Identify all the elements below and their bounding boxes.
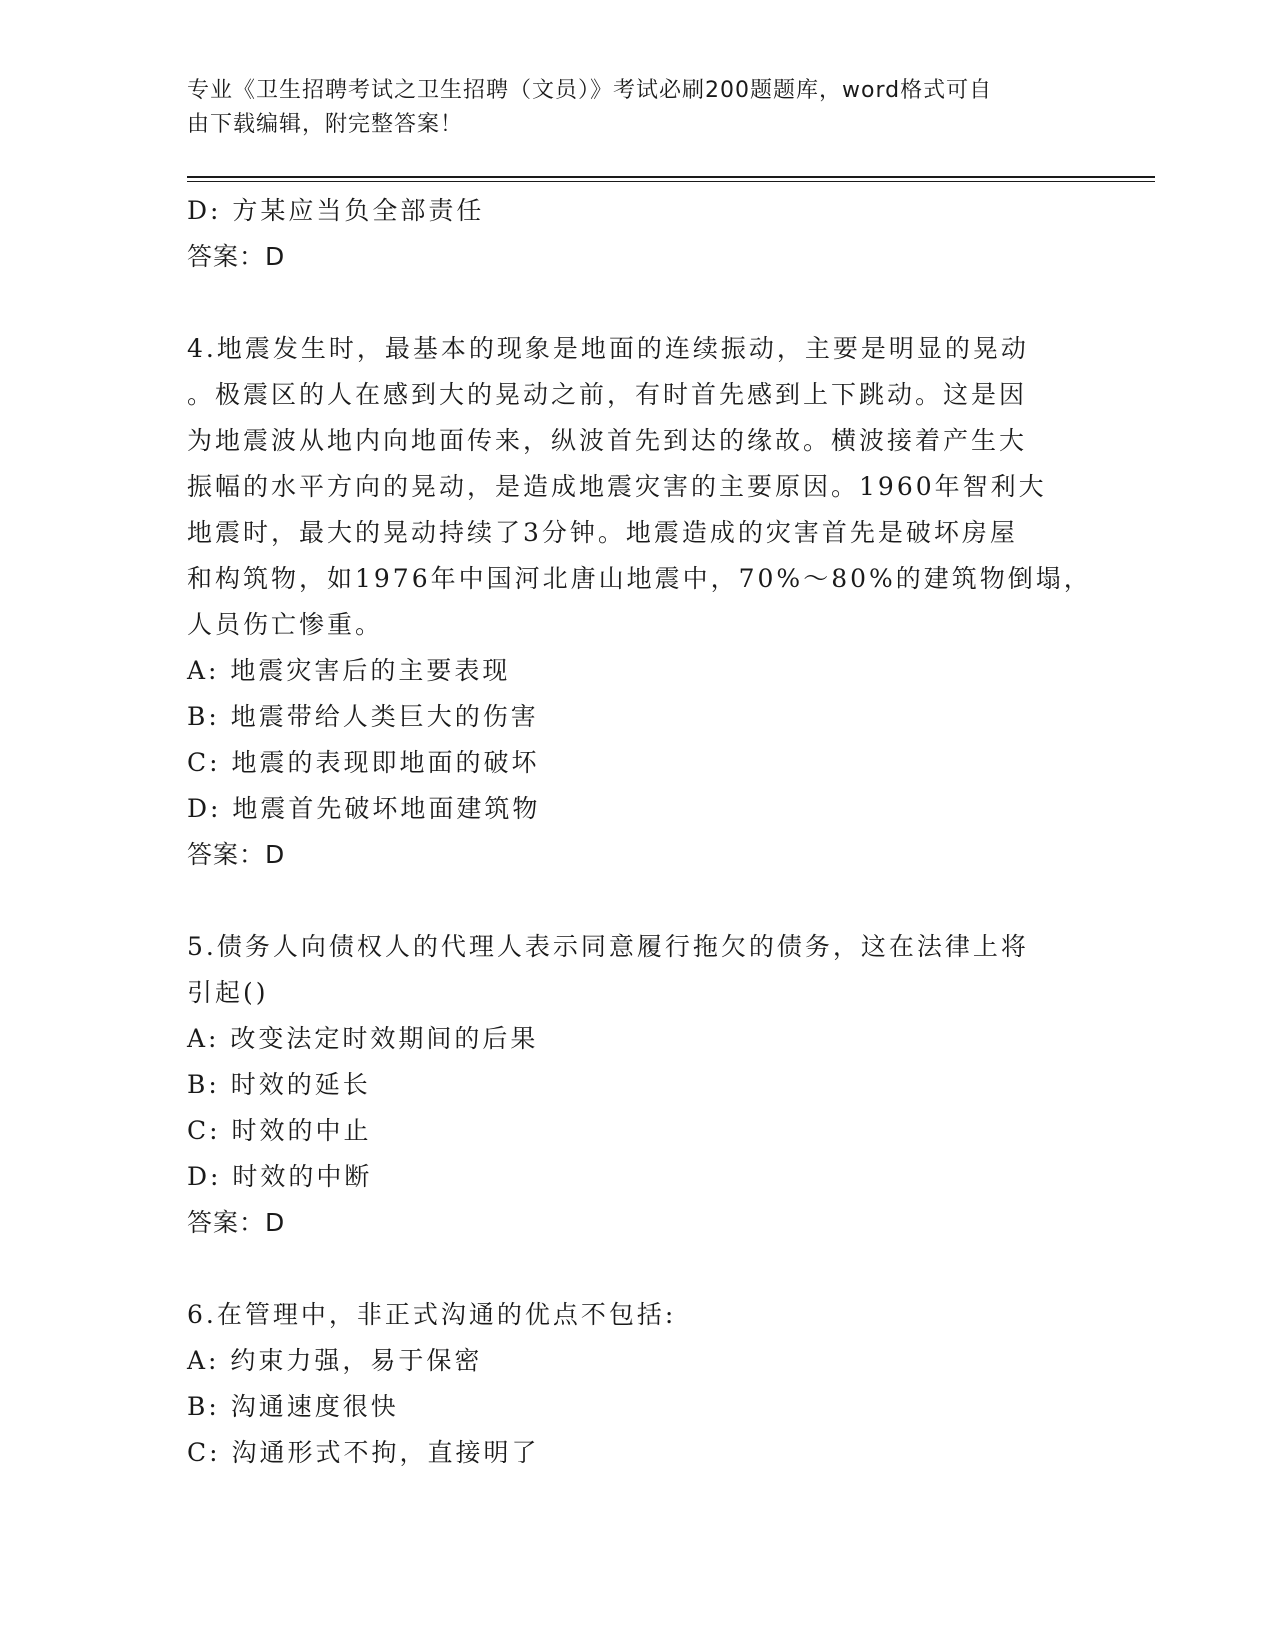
- question-line: 和构筑物，如1976年中国河北唐山地震中，70%～80%的建筑物倒塌，: [187, 564, 1092, 593]
- document-header: [187, 74, 1067, 142]
- question-5-option-a: A: 改变法定时效期间的后果: [187, 1024, 539, 1053]
- question-line: 振幅的水平方向的晃动，是造成地震灾害的主要原因。1960年智利大: [187, 472, 1047, 501]
- header-title-line-1: 专业《卫生招聘考试之卫生招聘（文员）》考试必刷200题题库，word格式可自: [187, 78, 993, 103]
- question-5-answer: 答案：D: [187, 1208, 286, 1237]
- question-line: 6.在管理中，非正式沟通的优点不包括:: [187, 1300, 677, 1329]
- question-5-option-d: D: 时效的中断: [187, 1162, 373, 1191]
- header-title-line-2: 由下载编辑，附完整答案！: [187, 112, 464, 137]
- prev-answer: 答案：D: [187, 242, 286, 271]
- question-6-option-b: B: 沟通速度很快: [187, 1392, 399, 1421]
- spacer: [187, 878, 1067, 924]
- question-6-text: [187, 1292, 1067, 1338]
- question-line: 。极震区的人在感到大的晃动之前，有时首先感到上下跳动。这是因: [187, 380, 1028, 409]
- question-4-option-a: A: 地震灾害后的主要表现: [187, 656, 511, 685]
- question-line: 5.债务人向债权人的代理人表示同意履行拖欠的债务，这在法律上将: [187, 932, 1029, 961]
- question-4-answer: 答案：D: [187, 840, 286, 869]
- question-6-option-a: A: 约束力强，易于保密: [187, 1346, 483, 1375]
- question-5-text: [187, 924, 1067, 1016]
- question-line: 人员伤亡惨重。: [187, 610, 384, 639]
- question-line: 引起(): [187, 978, 269, 1007]
- header-rule-thick: [187, 176, 1155, 178]
- question-4-option-c: C: 地震的表现即地面的破坏: [187, 748, 540, 777]
- spacer: [187, 280, 1067, 326]
- question-4-option-b: B: 地震带给人类巨大的伤害: [187, 702, 539, 731]
- question-line: 为地震波从地内向地面传来，纵波首先到达的缘故。横波接着产生大: [187, 426, 1028, 455]
- question-5-option-b: B: 时效的延长: [187, 1070, 371, 1099]
- header-rule-thin: [187, 181, 1155, 182]
- document-body: [187, 188, 1092, 1476]
- question-line: 地震时，最大的晃动持续了3分钟。地震造成的灾害首先是破坏房屋: [187, 518, 1018, 547]
- question-line: 4.地震发生时，最基本的现象是地面的连续振动，主要是明显的晃动: [187, 334, 1029, 363]
- question-4-option-d: D: 地震首先破坏地面建筑物: [187, 794, 541, 823]
- prev-option-d: D: 方某应当负全部责任: [187, 196, 485, 225]
- question-6-option-c: C: 沟通形式不拘，直接明了: [187, 1438, 540, 1467]
- question-5-option-c: C: 时效的中止: [187, 1116, 372, 1145]
- spacer: [187, 1246, 1067, 1292]
- question-4-text: [187, 326, 1092, 648]
